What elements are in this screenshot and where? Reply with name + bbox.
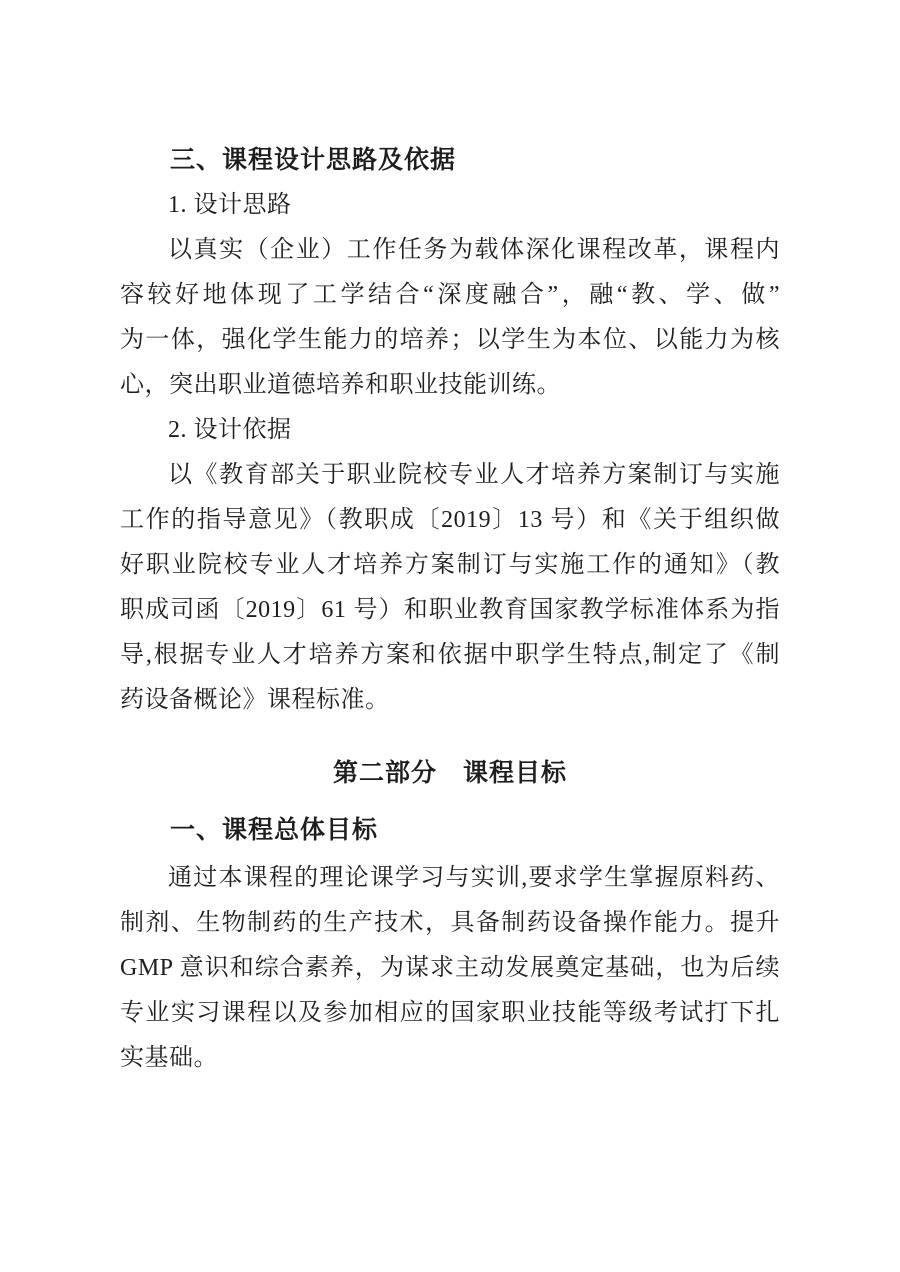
paragraph-line: 心，突出职业道德培养和职业技能训练。 [120, 372, 561, 398]
paragraph-line: 容较好地体现了工学结合“深度融合”，融“教、学、做” [120, 282, 780, 308]
paragraph-line: 工作的指导意见》（教职成〔2019〕13 号）和《关于组织做 [120, 507, 780, 533]
paragraph-line: 以《教育部关于职业院校专业人才培养方案制订与实施 [168, 462, 780, 488]
section-heading-overall-objectives: 一、课程总体目标 [170, 816, 379, 844]
part-heading-course-objectives: 第二部分 课程目标 [332, 759, 567, 787]
paragraph-line: 导,根据专业人才培养方案和依据中职学生特点,制定了《制 [120, 642, 780, 668]
numbered-item-design-approach: 1. 设计思路 [168, 192, 292, 218]
paragraph-line: 通过本课程的理论课学习与实训,要求学生掌握原料药、 [168, 865, 780, 891]
paragraph-line: 为一体，强化学生能力的培养；以学生为本位、以能力为核 [120, 327, 780, 353]
paragraph-line: 实基础。 [120, 1045, 218, 1071]
paragraph-line: GMP 意识和综合素养，为谋求主动发展奠定基础，也为后续 [120, 955, 780, 981]
paragraph-line: 制剂、生物制药的生产技术，具备制药设备操作能力。提升 [120, 910, 780, 936]
paragraph-line: 以真实（企业）工作任务为载体深化课程改革，课程内 [168, 237, 780, 263]
paragraph-line: 职成司函〔2019〕61 号）和职业教育国家教学标准体系为指 [120, 597, 780, 623]
page-content [120, 0, 780, 1081]
paragraph-line: 好职业院校专业人才培养方案制订与实施工作的通知》（教 [120, 552, 780, 578]
paragraph-line: 专业实习课程以及参加相应的国家职业技能等级考试打下扎 [120, 1000, 780, 1026]
section-heading-design-basis: 三、课程设计思路及依据 [170, 146, 457, 174]
numbered-item-design-basis: 2. 设计依据 [168, 417, 292, 443]
paragraph-line: 药设备概论》课程标准。 [120, 687, 390, 713]
